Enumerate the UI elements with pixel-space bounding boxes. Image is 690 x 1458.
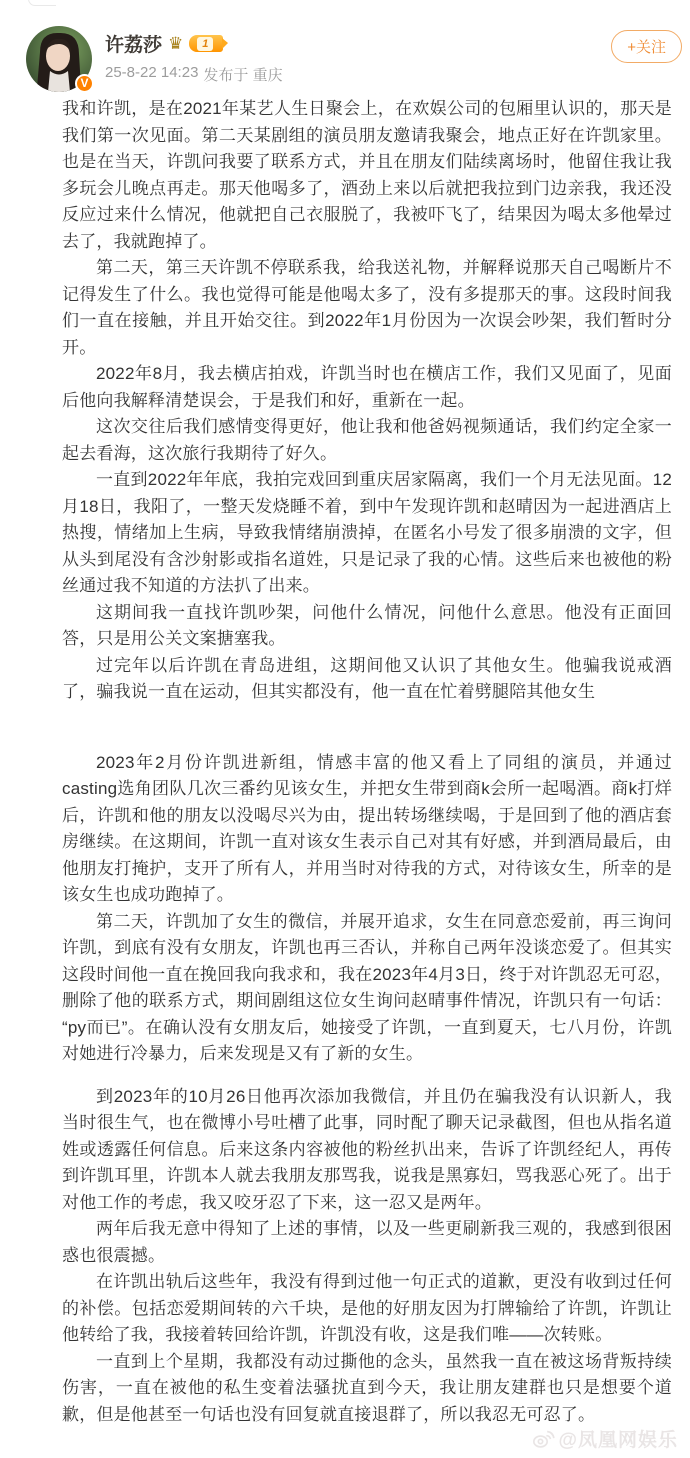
paragraph: 第二天，许凯加了女生的微信，并展开追求，女生在同意恋爱前，再三询问许凯，到底有没有女朋友，许凯也再三否认，并称自己两年没谈恋爱了。但其实这段时间他一直在挽回我向我求和，我在2023年4月3日，终于对许凯忍无可忍，删除了他的联系方式，期间剧组这位女生询问赵晴事件情况，许凯只有一句话：“py而已”。在确认没有女朋友后，她接受了许凯，一直到夏天，七八月份，许凯对她进行冷暴力，后来发现是又有了新的女生。 [62,911,672,1063]
paragraph: 一直到2022年年底，我拍完戏回到重庆居家隔离，我们一个月无法见面。12月18日，我阳了，一整天发烧睡不着，到中午发现许凯和赵晴因为一起进酒店上热搜，情绪加上生病，导致我情绪崩溃掉，在匿名小号发了很多崩溃的文字，但从头到尾没有含沙射影或指名道姓，只是记录了我的心情。这些后来也被他的粉丝通过我不知道的方法扒了出来。 [62,470,672,595]
crown-icon: ♛ [168,34,184,53]
timestamp: 25-8-22 14:23 [105,64,199,81]
post-header [0,0,690,96]
follow-button[interactable]: +关注 [611,30,682,63]
paragraph: 到2023年的10月26日他再次添加我微信，并且仍在骗我没有认识新人，我当时很生气，也在微博小号吐槽了此事，同时配了聊天记录截图，但也从指名道姓或透露任何信息。后来这条内容被他的粉丝扒出来，告诉了许凯经纪人，再传到许凯耳里，许凯本人就去我朋友那骂我，说我是黑寡妇，骂我恶心死了。出于对他工作的考虑，我又咬牙忍了下来，这一忍又是两年。 [62,1086,672,1212]
paragraph: 在许凯出轨后这些年，我没有得到过他一句正式的道歉，更没有收到过任何的补偿。包括恋爱期间转的六千块，是他的好朋友因为打牌输给了许凯，许凯让他转给了我，我接着转回给许凯，许凯没有收，这是我们唯——次转账。 [62,1272,672,1344]
user-block [105,30,283,85]
paragraph: 2023年2月份许凯进新组，情感丰富的他又看上了同组的演员，并通过casting选角团队几次三番约见该女生，并把女生带到商k会所一起喝酒。商k打烊后，许凯和他的朋友以没喝尽兴为由，提出转场继续喝，于是回到了他的酒店套房继续。在这期间，许凯一直对该女生表示自己对其有好感，并到酒局最后，由他朋友打掩护，支开了所有人，并用当时对待我的方式，对待该女生，所幸的是该女生也成功跑掉了。 [62,752,672,904]
username[interactable]: 许荔莎 [105,35,163,56]
post-meta [105,64,283,85]
post-source: 发布于 重庆 [203,67,283,84]
vip-level-number: 1 [197,37,213,51]
paragraph: 过完年以后许凯在青岛进组，这期间他又认识了其他女生。他骗我说戒酒了，骗我说一直在运动，但其实都没有，他一直在忙着劈腿陪其他女生 [62,655,672,701]
watermark-text: @凤凰网娱乐 [558,1430,678,1451]
paragraph: 这期间我一直找许凯吵架，问他什么情况，问他什么意思。他没有正面回答，只是用公关文案搪塞我。 [62,602,672,648]
paragraph: 我和许凯，是在2021年某艺人生日聚会上，在欢娱公司的包厢里认识的，那天是我们第一次见面。第二天某剧组的演员朋友邀请我聚会，地点正好在许凯家里。也是在当天，许凯问我要了联系方式，并且在朋友们陆续离场时，他留住我让我多玩会儿晚点再走。那天他喝多了，酒劲上来以后就把我拉到门边亲我，我还没反应过来什么情况，他就把自己衣服脱了，我被吓飞了，结果因为喝太多他晕过去了，我就跑掉了。 [62,99,672,251]
paragraph: 这次交往后我们感情变得更好，他让我和他爸妈视频通话，我们约定全家一起去看海，这次旅行我期待了好久。 [62,417,672,463]
paragraph: 2022年8月，我去横店拍戏，许凯当时也在横店工作，我们又见面了，见面后他向我解释清楚误会，于是我们和好，重新在一起。 [62,364,672,410]
vip-level-badge [189,35,223,52]
avatar[interactable] [26,26,92,92]
paragraph: 第二天，第三天许凯不停联系我，给我送礼物，并解释说那天自己喝断片不记得发生了什么。我也觉得可能是他喝太多了，没有多提那天的事。这段时间我们一直在接触，并且开始交往。到2022年1月份因为一次误会吵架，我们暂时分开。 [62,258,672,357]
post-text [62,96,672,1458]
paragraph: 两年后我无意中得知了上述的事情，以及一些更刷新我三观的，我感到很困惑也很震撼。 [62,1219,672,1265]
paragraph: 一直到上个星期，我都没有动过撕他的念头，虽然我一直在被这场背叛持续伤害，一直在被他的私生变着法骚扰直到今天，我让朋友建群也只是想要个道歉，但是他甚至一句话也没有回复就直接退群了，所以我忍无可忍了。 [62,1351,672,1424]
verified-v-icon: V [75,74,94,93]
